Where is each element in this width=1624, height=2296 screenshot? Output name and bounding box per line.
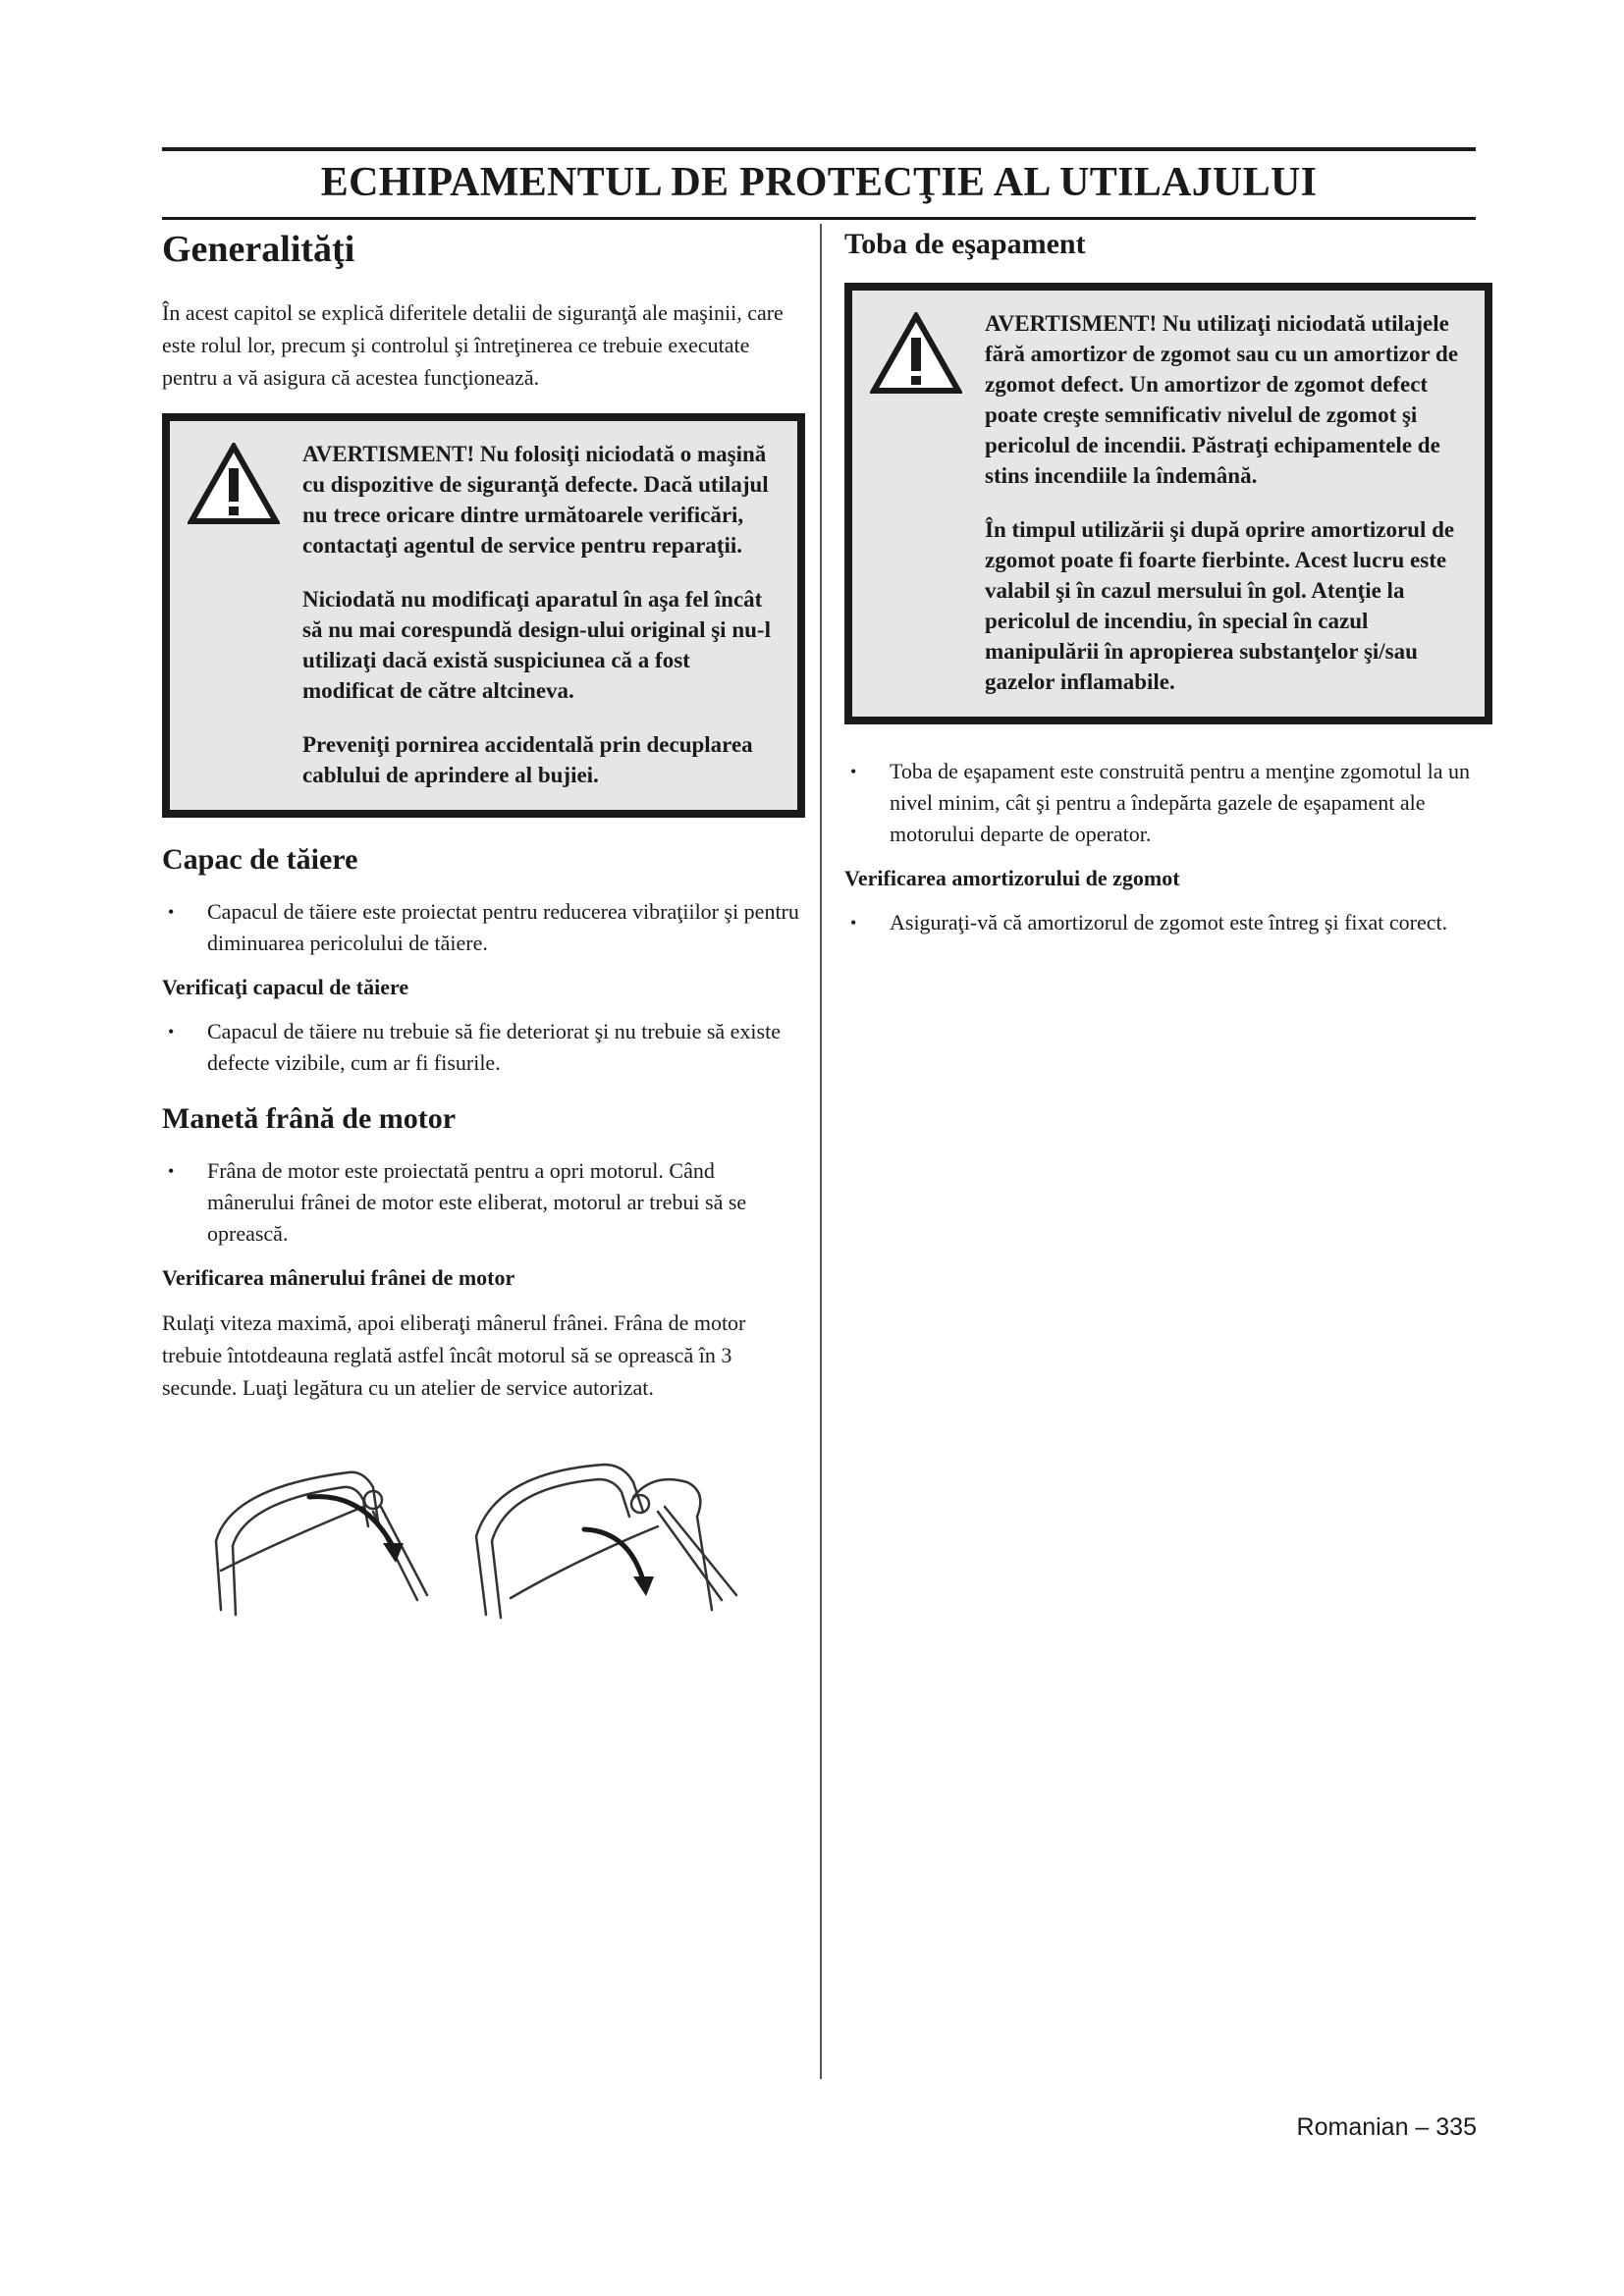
capac-list (162, 896, 805, 959)
warning-text-1: AVERTISMENT! Nu utilizaţi niciodată utilajele fără amortizor de zgomot sau cu un amortizor de zgomot defect. Un amortizor de zgomot defect poate creşte semnificativ nivelul de zgomot şi pericolul de incendii. Păstraţi echipamentele de stins incendiile la îndemână. (985, 311, 1459, 488)
warning-text-2: În timpul utilizării şi după oprire amortizorul de zgomot poate fi foarte fierbinte. Acest lucru este valabil şi în cazul mersului în gol. Atenţie la pericolul de incendiu, în special în cazul manipulării în apropierea substanţelor şi/sau gazelor inflamabile. (985, 517, 1455, 694)
maneta-list (162, 1155, 805, 1250)
warning-triangle-icon (870, 312, 962, 395)
list-item: • Frâna de motor este proiectată pentru a opri motorul. Când mânerului frânei de motor este eliberat, motorul ar trebui să se oprească. (162, 1155, 805, 1250)
list-item: • Asiguraţi-vă că amortizorul de zgomot este întreg şi fixat corect. (844, 907, 1492, 938)
warning-box-general (162, 413, 805, 818)
page-footer: Romanian – 335 (1296, 2113, 1477, 2141)
toba-check-list (844, 907, 1492, 938)
list-item: • Capacul de tăiere nu trebuie să fie deteriorat şi nu trebuie să existe defecte vizibile, cum ar fi fisurile. (162, 1016, 805, 1079)
warning-text-1: AVERTISMENT! Nu folosiţi niciodată o maşină cu dispozitive de siguranţă defecte. Dacă utilajul nu trece oricare dintre următoarele verificări, contactaţi agentul de service pentru reparaţii. (302, 442, 769, 558)
warning-text-2: Niciodată nu modificaţi aparatul în aşa fel încât să nu mai corespundă design-ului original şi nu-l utilizaţi dacă există suspiciunea că a fost modificat de către altcineva. (302, 587, 771, 703)
brake-handle-illustration (162, 1453, 790, 1620)
page-title: ECHIPAMENTUL DE PROTECŢIE AL UTILAJULUI (320, 160, 1318, 205)
list-item: • Toba de eşapament este construită pentru a menţine zgomotul la un nivel minim, cât şi pentru a îndepărta gazele de eşapament ale motorului departe de operator. (844, 756, 1492, 850)
left-column (162, 228, 805, 1625)
capac-heading: Capac de tăiere (162, 843, 358, 876)
generalitati-heading: Generalităţi (162, 229, 355, 270)
title-rule-top (162, 147, 1476, 151)
capac-check-heading: Verificaţi capacul de tăiere (162, 975, 409, 999)
maneta-heading: Manetă frână de motor (162, 1102, 457, 1135)
toba-check-heading: Verificarea amortizorului de zgomot (844, 866, 1180, 890)
warning-text-3: Preveniţi pornirea accidentală prin decuplarea cablului de aprindere al bujiei. (302, 732, 753, 787)
generalitati-intro: În acest capitol se explică diferitele detalii de siguranţă ale maşinii, care este rolul lor, precum şi controlul şi întreţinerea ce trebuie executate pentru a vă asigura că acestea funcţionează. (162, 300, 784, 390)
toba-list (844, 756, 1492, 850)
title-rule-bottom (162, 217, 1476, 220)
toba-heading: Toba de eşapament (844, 228, 1086, 260)
right-column (844, 228, 1492, 954)
capac-check-list (162, 1016, 805, 1079)
maneta-check-text: Rulaţi viteza maximă, apoi eliberaţi mânerul frânei. Frâna de motor trebuie întotdeauna reglată astfel încât motorul să se oprească în 3 secunde. Luaţi legătura cu un atelier de service autorizat. (162, 1310, 746, 1400)
warning-box-toba (844, 283, 1492, 724)
list-item: • Capacul de tăiere este proiectat pentru reducerea vibraţiilor şi pentru diminuarea pericolului de tăiere. (162, 896, 805, 959)
column-divider (820, 224, 822, 2079)
maneta-check-heading: Verificarea mânerului frânei de motor (162, 1265, 515, 1290)
warning-triangle-icon (188, 443, 280, 525)
